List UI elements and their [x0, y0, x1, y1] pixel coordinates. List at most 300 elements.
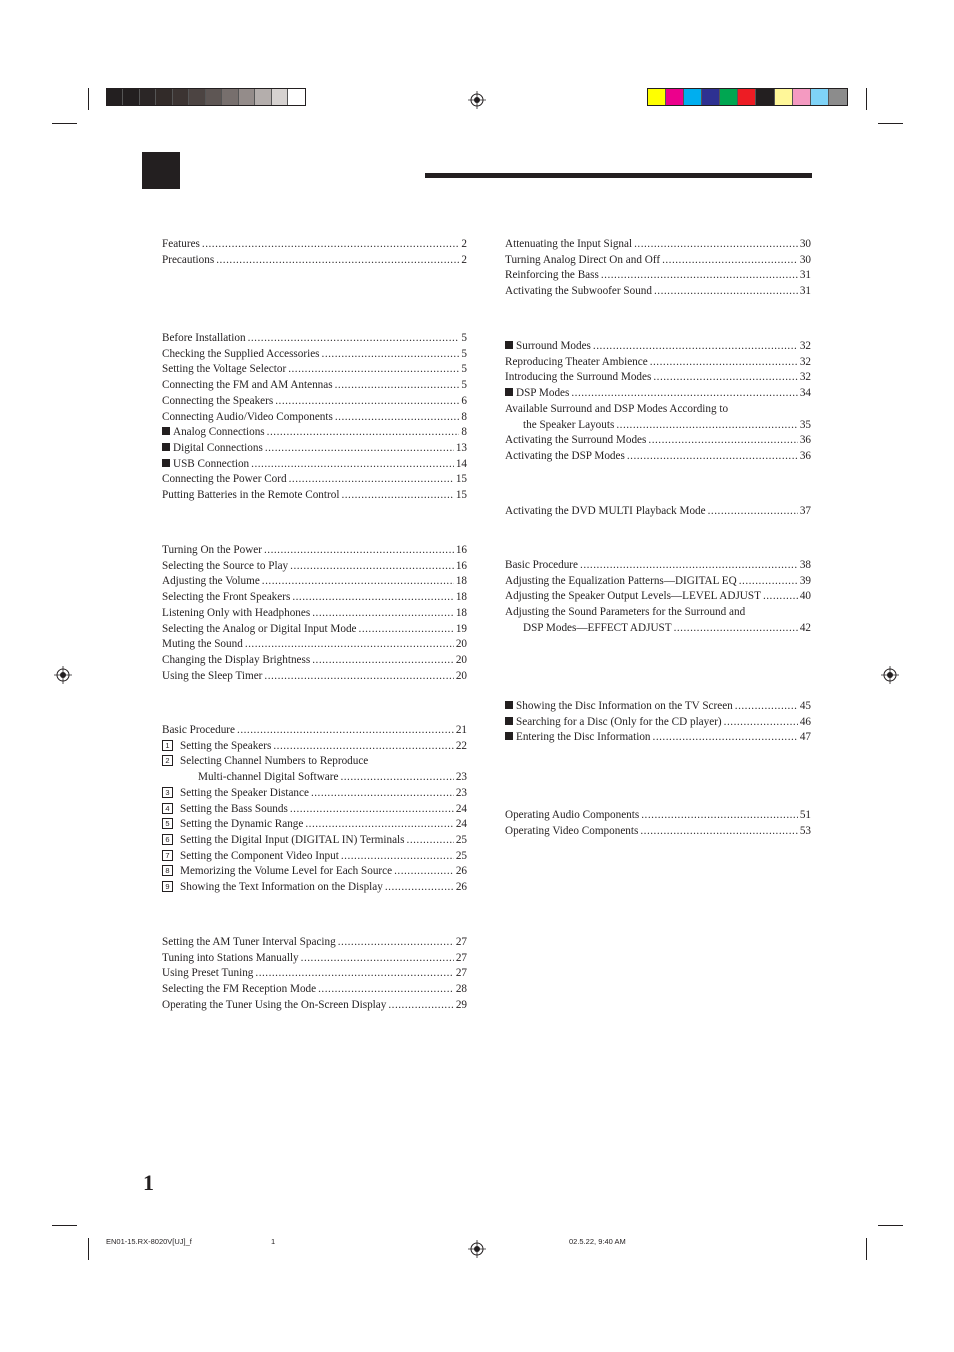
toc-entry-title — [505, 699, 733, 715]
toc-entry — [505, 339, 811, 355]
toc-section — [162, 237, 467, 268]
dot-leader — [388, 998, 453, 1014]
dot-leader — [216, 253, 459, 269]
toc-entry-title — [162, 802, 288, 818]
color-swatch — [811, 89, 829, 105]
color-swatch — [738, 89, 756, 105]
dot-leader — [264, 669, 453, 685]
toc-entry-page: 30 — [799, 253, 811, 266]
dot-leader — [593, 339, 798, 355]
toc-entry-page: 22 — [455, 739, 467, 752]
color-swatch — [173, 89, 189, 105]
toc-entry — [162, 653, 467, 669]
toc-entry-title — [162, 849, 339, 865]
toc-entry — [162, 253, 467, 269]
toc-entry-text: Selecting the Analog or Digital Input Mode — [162, 622, 357, 635]
toc-section — [505, 339, 811, 465]
dot-leader — [248, 331, 460, 347]
toc-entry-text: Setting the Dynamic Range — [180, 818, 304, 831]
toc-entry — [505, 418, 811, 434]
toc-entry-text: Turning On the Power — [162, 544, 262, 556]
toc-entry-title — [198, 770, 338, 786]
toc-entry-title — [162, 723, 235, 739]
toc-entry-title — [505, 589, 761, 605]
toc-entry — [162, 982, 467, 998]
toc-entry-text: Selecting Channel Numbers to Reproduce — [180, 755, 369, 768]
toc-entry — [162, 378, 467, 394]
toc-entry-title — [162, 754, 368, 770]
toc-entry-title — [505, 370, 651, 386]
toc-entry-text: Connecting the Speakers — [162, 394, 274, 407]
toc-entry — [162, 833, 467, 849]
dot-leader — [640, 824, 797, 840]
dot-leader — [335, 410, 460, 426]
dot-leader — [341, 849, 454, 865]
toc-entry-title — [162, 817, 303, 833]
color-swatch — [648, 89, 666, 105]
toc-entry — [505, 386, 811, 402]
toc-entry-text: Showing the Disc Information on the TV Screen — [516, 700, 733, 712]
toc-entry-page: 24 — [455, 802, 467, 815]
toc-entry — [162, 637, 467, 653]
dot-leader — [290, 802, 454, 818]
toc-entry-title — [162, 880, 383, 896]
toc-entry — [505, 574, 811, 590]
dot-leader — [338, 935, 454, 951]
toc-entry — [162, 849, 467, 865]
toc-entry-page: 19 — [455, 622, 467, 635]
toc-entry-title — [162, 622, 357, 638]
toc-entry-text: Putting Batteries in the Remote Control — [162, 489, 340, 502]
toc-entry-page: 51 — [799, 809, 811, 821]
toc-entry-title — [162, 472, 287, 488]
toc-entry-page: 13 — [455, 441, 467, 454]
toc-entry — [162, 488, 467, 504]
toc-entry-text: Adjusting the Volume — [162, 575, 260, 588]
toc-entry-title — [505, 253, 660, 269]
color-swatch — [666, 89, 684, 105]
toc-entry-page: 53 — [799, 824, 811, 837]
toc-entry — [505, 504, 811, 520]
toc-entry-page: 20 — [455, 653, 467, 666]
toc-section — [505, 699, 811, 746]
toc-entry-title — [162, 966, 253, 982]
toc-entry — [505, 370, 811, 386]
toc-entry-text: Setting the Bass Sounds — [180, 802, 288, 815]
toc-entry — [162, 331, 467, 347]
dot-leader — [335, 378, 460, 394]
toc-entry-page: 36 — [799, 434, 811, 447]
toc-entry — [505, 808, 811, 824]
dot-leader — [708, 504, 798, 520]
toc-entry-title — [523, 418, 614, 434]
dot-leader — [394, 864, 454, 880]
toc-entry-text: Setting the AM Tuner Interval Spacing — [162, 936, 336, 948]
toc-section — [162, 543, 467, 684]
toc-entry-text: Searching for a Disc (Only for the CD player) — [516, 715, 722, 728]
toc-section — [162, 935, 467, 1014]
dot-leader — [654, 284, 798, 300]
dot-leader — [312, 606, 454, 622]
toc-entry — [162, 441, 467, 457]
toc-entry-title — [505, 824, 638, 840]
toc-entry-title — [162, 559, 288, 575]
color-swatch — [123, 89, 139, 105]
toc-entry-page: 31 — [799, 285, 811, 298]
color-swatch — [288, 89, 304, 105]
toc-entry-page: 32 — [799, 355, 811, 368]
toc-entry-text: Adjusting the Equalization Patterns—DIGITAL EQ — [505, 574, 737, 587]
toc-entry-page: 25 — [455, 833, 467, 846]
registration-mark-icon — [54, 666, 72, 684]
toc-entry — [505, 824, 811, 840]
toc-entry-text: Selecting the Front Speakers — [162, 591, 291, 604]
square-bullet-icon — [162, 443, 170, 451]
color-swatch — [140, 89, 156, 105]
header-rule — [425, 173, 812, 178]
square-bullet-icon — [505, 388, 513, 396]
toc-entry-page: 27 — [455, 936, 467, 948]
toc-entry-title — [162, 394, 273, 410]
color-swatch — [206, 89, 222, 105]
toc-entry-title — [162, 543, 262, 559]
toc-entry-title — [505, 339, 591, 355]
toc-entry-text: Memorizing the Volume Level for Each Source — [180, 865, 393, 878]
toc-entry — [162, 543, 467, 559]
crop-mark — [878, 1225, 903, 1226]
toc-entry-text: DSP Modes—EFFECT ADJUST — [523, 621, 672, 634]
toc-entry-page: 8 — [461, 426, 467, 439]
toc-entry-text: Reproducing Theater Ambience — [505, 355, 648, 368]
toc-entry — [505, 237, 811, 253]
dot-leader — [662, 253, 798, 269]
dot-leader — [301, 951, 454, 967]
toc-entry — [505, 284, 811, 300]
dot-leader — [262, 574, 454, 590]
registration-mark-icon — [468, 91, 486, 109]
dot-leader — [653, 730, 798, 746]
crop-mark — [52, 1225, 77, 1226]
color-swatch — [793, 89, 811, 105]
step-number-box: 4 — [162, 803, 173, 814]
toc-entry-text: Selecting the FM Reception Mode — [162, 983, 317, 996]
dot-leader — [385, 880, 454, 896]
toc-entry-text: Multi-channel Digital Software — [198, 771, 339, 784]
toc-entry — [162, 723, 467, 739]
toc-entry-text: Setting the Speaker Distance — [180, 786, 309, 799]
toc-entry — [162, 935, 467, 951]
toc-entry-page: 45 — [799, 700, 811, 712]
toc-entry-title — [162, 998, 386, 1014]
footer-page: 1 — [271, 1237, 276, 1246]
toc-entry-text: Activating the Subwoofer Sound — [505, 285, 652, 298]
toc-entry-page: 5 — [461, 363, 467, 376]
toc-entry-text: Selecting the Source to Play — [162, 559, 289, 572]
toc-entry-page: 18 — [455, 591, 467, 604]
dot-leader — [202, 237, 460, 253]
toc-entry — [162, 817, 467, 833]
toc-entry-title — [505, 558, 578, 574]
toc-entry-text: Using Preset Tuning — [162, 967, 254, 980]
toc-entry-text: Basic Procedure — [162, 724, 236, 736]
toc-entry-title — [162, 590, 290, 606]
toc-entry-title — [505, 504, 706, 520]
crop-mark — [866, 88, 867, 110]
toc-entry-page: 5 — [461, 332, 467, 344]
toc-entry-page: 26 — [455, 865, 467, 878]
toc-entry-page: 42 — [799, 621, 811, 634]
toc-entry-text: Setting the Digital Input (DIGITAL IN) Terminals — [180, 833, 405, 846]
color-swatch — [222, 89, 238, 105]
toc-entry-title — [162, 637, 243, 653]
color-swatch — [156, 89, 172, 105]
step-number-box: 1 — [162, 740, 173, 751]
step-number-box: 8 — [162, 865, 173, 876]
toc-entry — [162, 998, 467, 1014]
toc-entry-title — [162, 833, 405, 849]
toc-entry-text: Adjusting the Sound Parameters for the Surround and — [505, 606, 746, 619]
color-swatch — [775, 89, 793, 105]
toc-entry-title — [162, 951, 299, 967]
step-number-box: 3 — [162, 787, 173, 798]
toc-entry — [162, 951, 467, 967]
toc-entry-text: Reinforcing the Bass — [505, 269, 599, 282]
toc-entry-page: 21 — [455, 724, 467, 736]
toc-entry — [162, 669, 467, 685]
dot-leader — [311, 786, 454, 802]
dot-leader — [674, 621, 798, 637]
toc-entry-text: Showing the Text Information on the Display — [180, 881, 383, 894]
toc-entry-text: Turning Analog Direct On and Off — [505, 253, 661, 266]
square-bullet-icon — [162, 427, 170, 435]
toc-entry — [162, 864, 467, 880]
color-swatch — [684, 89, 702, 105]
dot-leader — [237, 723, 454, 739]
toc-entry-text: DSP Modes — [516, 387, 570, 400]
step-number-box: 9 — [162, 881, 173, 892]
toc-entry-title — [162, 410, 333, 426]
toc-entry-title — [505, 284, 652, 300]
toc-entry-text: the Speaker Layouts — [523, 418, 615, 431]
toc-entry-text: Activating the Surround Modes — [505, 434, 647, 447]
toc-entry-title — [505, 386, 569, 402]
toc-entry-text: Checking the Supplied Accessories — [162, 347, 320, 360]
toc-entry-text: Surround Modes — [516, 340, 591, 352]
toc-entry-page: 40 — [799, 590, 811, 603]
dot-leader — [289, 472, 454, 488]
toc-entry — [162, 786, 467, 802]
toc-entry-title — [162, 935, 336, 951]
toc-entry — [505, 449, 811, 465]
toc-entry-page: 23 — [455, 771, 467, 784]
toc-entry — [162, 394, 467, 410]
toc-entry-title — [505, 730, 651, 746]
toc-section — [505, 504, 811, 520]
toc-entry-text: Using the Sleep Timer — [162, 669, 263, 682]
registration-mark-icon — [468, 1240, 486, 1258]
square-bullet-icon — [505, 341, 513, 349]
toc-entry — [505, 715, 811, 731]
toc-entry-page: 5 — [461, 379, 467, 392]
toc-entry-title — [162, 378, 333, 394]
toc-entry-text: Operating Audio Components — [505, 809, 640, 821]
toc-entry-page: 47 — [799, 731, 811, 744]
dot-leader — [407, 833, 454, 849]
toc-entry-text: Introducing the Surround Modes — [505, 371, 652, 384]
dot-leader — [616, 418, 797, 434]
toc-entry-page: 36 — [799, 449, 811, 462]
dot-leader — [264, 543, 454, 559]
toc-entry-title — [162, 653, 310, 669]
toc-entry-text: USB Connection — [173, 457, 250, 470]
dot-leader — [245, 637, 454, 653]
toc-entry — [162, 754, 467, 770]
dot-leader — [290, 559, 454, 575]
footer-file-name: EN01-15.RX-8020V[UJ]_f — [106, 1237, 192, 1246]
header-black-square — [142, 152, 180, 189]
toc-entry-page: 16 — [455, 544, 467, 556]
dot-leader — [627, 449, 798, 465]
color-swatch — [756, 89, 774, 105]
crop-mark — [88, 88, 89, 110]
toc-entry-text: Activating the DSP Modes — [505, 449, 625, 462]
step-number-box: 5 — [162, 818, 173, 829]
color-swatch — [107, 89, 123, 105]
dot-leader — [318, 982, 454, 998]
toc-entry-title — [162, 331, 246, 347]
toc-entry — [505, 433, 811, 449]
color-swatch — [702, 89, 720, 105]
crop-mark — [878, 123, 903, 124]
grayscale-color-bar — [106, 88, 306, 106]
toc-entry-text: Connecting Audio/Video Components — [162, 410, 333, 423]
dot-leader — [735, 699, 798, 715]
toc-entry — [162, 802, 467, 818]
toc-entry-page: 20 — [455, 669, 467, 682]
toc-entry-title — [162, 606, 310, 622]
square-bullet-icon — [162, 459, 170, 467]
toc-section — [505, 808, 811, 839]
square-bullet-icon — [505, 701, 513, 709]
toc-entry-title — [505, 355, 648, 371]
dot-leader — [251, 457, 454, 473]
toc-entry — [505, 730, 811, 746]
dot-leader — [653, 370, 797, 386]
crop-mark — [866, 1238, 867, 1260]
toc-entry-page: 28 — [455, 983, 467, 996]
toc-entry-page: 20 — [455, 638, 467, 651]
toc-entry — [162, 622, 467, 638]
toc-entry-page: 29 — [455, 998, 467, 1011]
toc-entry-page: 2 — [461, 238, 467, 250]
toc-entry-page: 32 — [799, 371, 811, 384]
toc-entry — [162, 362, 467, 378]
toc-entry — [505, 621, 811, 637]
toc-entry-text: Entering the Disc Information — [516, 731, 651, 744]
toc-entry-text: Listening Only with Headphones — [162, 606, 311, 619]
toc-entry — [162, 880, 467, 896]
toc-entry-title — [162, 864, 392, 880]
toc-entry-title — [505, 715, 722, 731]
toc-entry-page: 24 — [455, 818, 467, 831]
step-number-box: 2 — [162, 755, 173, 766]
dot-leader — [763, 589, 798, 605]
toc-entry-page: 26 — [455, 881, 467, 894]
toc-entry-page: 25 — [455, 849, 467, 862]
toc-entry-title — [162, 237, 200, 253]
dot-leader — [724, 715, 798, 731]
toc-entry-page: 27 — [455, 951, 467, 964]
toc-entry-page: 15 — [455, 473, 467, 486]
toc-entry — [162, 574, 467, 590]
toc-entry-title — [505, 574, 737, 590]
dot-leader — [255, 966, 453, 982]
toc-entry-text: Basic Procedure — [505, 559, 579, 571]
toc-entry-page: 37 — [799, 505, 811, 517]
toc-entry-page: 31 — [799, 269, 811, 282]
toc-entry-text: Setting the Speakers — [180, 739, 272, 752]
dot-leader — [641, 808, 798, 824]
dot-leader — [305, 817, 453, 833]
toc-entry-text: Setting the Voltage Selector — [162, 363, 287, 376]
toc-entry-page: 15 — [455, 489, 467, 502]
color-swatch — [720, 89, 738, 105]
toc-entry-page: 35 — [799, 418, 811, 431]
toc-entry-text: Precautions — [162, 253, 215, 266]
dot-leader — [648, 433, 797, 449]
toc-entry-page: 14 — [455, 457, 467, 470]
dot-leader — [341, 488, 453, 504]
registration-mark-icon — [881, 666, 899, 684]
toc-entry-text: Connecting the Power Cord — [162, 473, 287, 486]
toc-entry-page: 18 — [455, 606, 467, 619]
color-swatch — [255, 89, 271, 105]
toc-entry-text: Available Surround and DSP Modes According to — [505, 402, 729, 415]
toc-entry-page: 2 — [461, 253, 467, 266]
toc-section — [162, 723, 467, 896]
toc-entry — [162, 559, 467, 575]
dot-leader — [292, 590, 453, 606]
toc-entry — [162, 606, 467, 622]
toc-entry-title — [523, 621, 672, 637]
toc-entry-title — [505, 402, 728, 418]
toc-entry-text: Operating Video Components — [505, 824, 639, 837]
toc-entry — [505, 605, 811, 621]
toc-entry-text: Setting the Component Video Input — [180, 849, 339, 862]
toc-entry — [505, 558, 811, 574]
toc-entry-text: Before Installation — [162, 332, 246, 344]
toc-entry-title — [162, 739, 271, 755]
toc-entry — [162, 347, 467, 363]
toc-entry — [162, 237, 467, 253]
toc-entry — [162, 457, 467, 473]
toc-entry-text: Operating the Tuner Using the On-Screen Display — [162, 998, 387, 1011]
toc-entry — [162, 410, 467, 426]
color-swatch — [239, 89, 255, 105]
dot-leader — [359, 622, 454, 638]
step-number-box: 6 — [162, 834, 173, 845]
toc-entry-text: Connecting the FM and AM Antennas — [162, 379, 333, 392]
toc-entry — [162, 966, 467, 982]
toc-entry-title — [162, 425, 265, 441]
toc-entry-title — [162, 488, 339, 504]
toc-entry-title — [162, 786, 309, 802]
toc-entry-text: Muting the Sound — [162, 638, 243, 651]
page-number: 1 — [143, 1170, 154, 1195]
color-swatch — [829, 89, 847, 105]
toc-entry-text: Analog Connections — [173, 426, 265, 439]
toc-entry — [162, 770, 467, 786]
